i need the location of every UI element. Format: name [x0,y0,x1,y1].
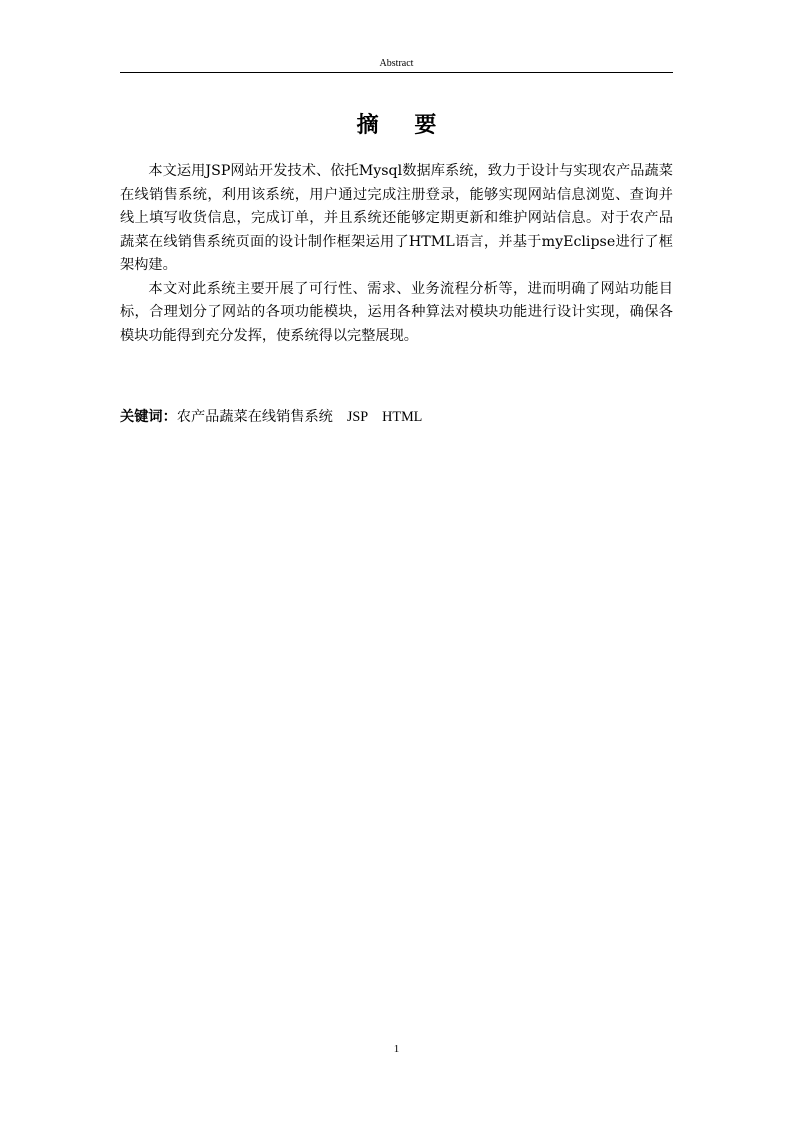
keyword-item: JSP [346,409,369,425]
abstract-title: 摘 要 [356,113,451,138]
abstract-paragraph-1: 本文运用JSP网站开发技术、依托Mysql数据库系统，致力于设计与实现农产品蔬菜在线销售系统，利用该系统，用户通过完成注册登录，能够实现网站信息浏览、查询并线上填写收货信息，完成订单，并且系统还能够定期更新和维护网站信息。对于农产品蔬菜在线销售系统页面的设计制作框架运用了HTML语言，并基于myEclipse进行了框架构建。 [120,163,673,273]
page-number: 1 [393,1043,400,1055]
keyword-item: HTML [382,409,423,425]
keywords-label: 关键词： [120,409,177,425]
keyword-item: 农产品蔬菜在线销售系统 [176,409,333,425]
abstract-body [120,160,673,348]
running-header-title: Abstract [379,58,414,69]
running-header [120,57,673,73]
abstract-paragraph-2: 本文对此系统主要开展了可行性、需求、业务流程分析等，进而明确了网站功能目标，合理划分了网站的各项功能模块，运用各种算法对模块功能进行设计实现，确保各模块功能得到充分发挥，使系统得以完整展现。 [120,280,673,344]
keywords-line [120,405,673,429]
